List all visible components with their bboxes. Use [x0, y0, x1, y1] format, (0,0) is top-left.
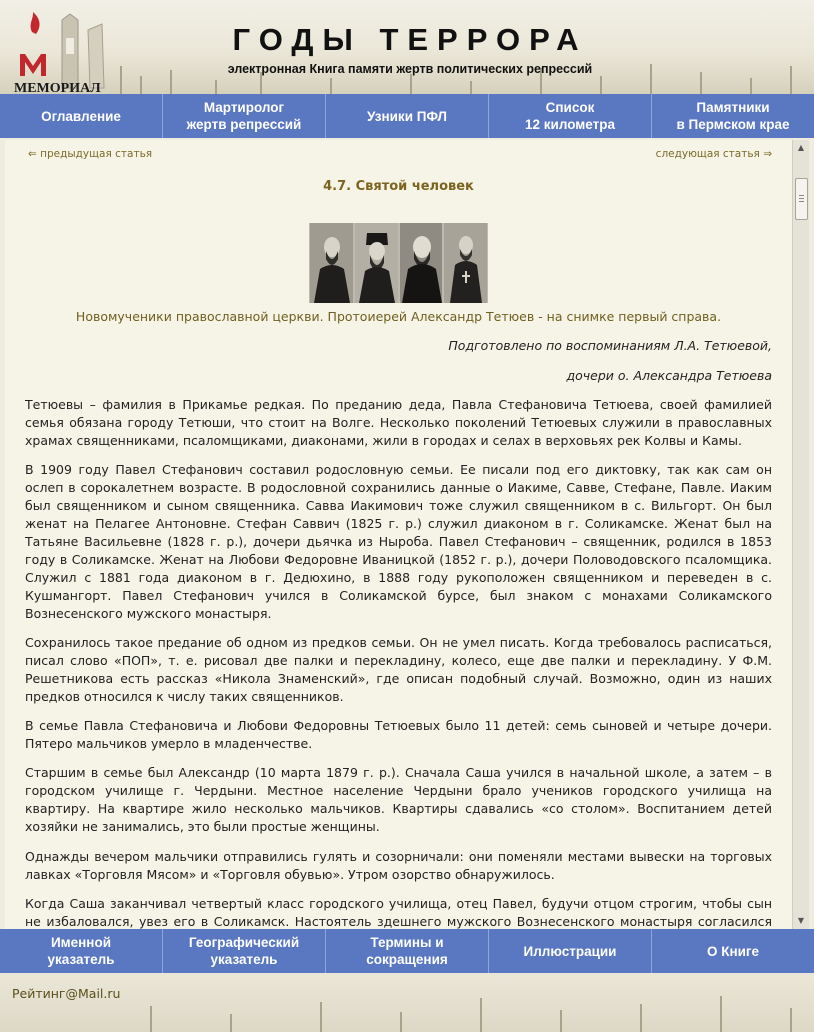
memorial-logo[interactable]: [10, 10, 110, 94]
paragraph: В 1909 году Павел Стефанович составил родословную семьи. Ее писали под его диктовку, так как сам он ослеп в сорокалетнем возрасте. В родословной сохранились данные о Иакиме, Савве, Стефане, Павле. Иаким был священником и сыном священника. Савва Иакимович тоже служил священником в с. Вильгорт. Он был женат на Пелагее Антоновне. Стефан Саввич (1825 г. р.) служил диаконом в г. Соликамске. Женат был на Татьяне Васильевне (1828 г. р.), дочери дьячка из Ныроба. Павел Стефанович – священник, родился в 1853 году в Соликамске. Женат на Любови Федоровне Иваницкой (1852 г. р.), дочери Половодовского псаломщика. Служил с 1881 года диаконом в г. Дедюхино, в 1888 году рукоположен священником и переведен в с. Кушмангорт. Павел Стефанович учился в Соликамской бурсе, был знаком с монахами Соликамского Вознесенского мужского монастыря.: [25, 462, 772, 621]
paragraph: Сохранилось такое предание об одном из предков семьи. Он не умел писать. Когда требовалось расписаться, писал слово «ПОП», т. е. рисовал две палки и перекладину, колесо, еще две палки и перекладину. У Ф.М. Решетникова есть рассказ «Никола Знаменский», где описан подобный случай. Возможно, один из наших предков относился к числу таких священников.: [25, 635, 772, 704]
nav-about-book[interactable]: О Книге: [706, 943, 760, 959]
photo-caption: Новомученики православной церкви. Протоиерей Александр Тетюев - на снимке первый справа.: [75, 309, 722, 324]
article-title: 4.7. Святой человек: [323, 179, 474, 194]
previous-article-link[interactable]: ⇐ предыдущая статья: [28, 148, 153, 160]
nav-martyrology[interactable]: Мартиролог жертв репрессий: [163, 94, 326, 138]
content-frame: [5, 140, 809, 929]
nav-monuments[interactable]: Памятники в Пермском крае: [676, 100, 790, 132]
content-scrollbar[interactable]: [792, 140, 809, 929]
paragraph: В семье Павла Стефановича и Любови Федоровны Тетюевых было 11 детей: семь сыновей и четыре дочери. Пятеро мальчиков умерло в младенчестве.: [25, 718, 772, 751]
portrait-4: [444, 223, 487, 303]
site-title: ГОДЫ ТЕРРОРА: [232, 22, 588, 57]
paragraph: Тетюевы – фамилия в Прикамье редкая. По преданию деда, Павла Стефановича Тетюева, своей фамилией семья обязана городу Тетюши, что стоит на Волге. Несколько поколений Тетюевых служили в православных храмах священниками, псаломщиками, диаконами, жили в городах и селах в верховьях рек Колвы и Камы.: [25, 397, 772, 448]
nav-pfl-prisoners[interactable]: Узники ПФЛ: [326, 94, 489, 138]
logo-text: МЕМОРИАЛ: [14, 81, 101, 94]
paragraph: Однажды вечером мальчики отправились гулять и созорничали: они поменяли местами вывески на торговых лавках «Торговля Мясом» и «Торговля обувью». Утром озорство обнаружилось.: [25, 849, 772, 882]
scroll-down-arrow-icon[interactable]: ▼: [797, 916, 805, 925]
nav-contents[interactable]: Оглавление: [0, 94, 163, 138]
top-navigation: [0, 94, 814, 138]
article-credit-line-1: Подготовлено по воспоминаниям Л.А. Тетюевой,: [448, 338, 772, 353]
portrait-3: [400, 223, 443, 303]
portrait-2: [355, 223, 398, 303]
nav-12km-list[interactable]: Список 12 километра: [489, 94, 652, 138]
paragraph: Когда Саша заканчивал четвертый класс городского училища, отец Павел, будучи отцом строгим, чтобы сын не избаловался, увез его в Соликамск. Настоятель здешнего мужского Вознесенского монастыря согласился: [25, 896, 772, 929]
nav-name-index[interactable]: Именной указатель: [0, 929, 163, 973]
site-subtitle: электронная Книга памяти жертв политических репрессий: [227, 62, 593, 76]
next-article-link[interactable]: следующая статья ⇒: [655, 148, 772, 160]
paragraph: Старшим в семье был Александр (10 марта 1879 г. р.). Сначала Саша учился в начальной школе, а затем – в городском училище г. Чердыни. Местное население Чердыни брало учеников городского училища на квартиру. На квартире жило несколько мальчиков. Квартиры сдавались «со столом». Воспитанием детей хозяйки не занимались, это были простые женщины.: [25, 765, 772, 834]
portrait-1: [310, 223, 353, 303]
nav-illustrations[interactable]: Иллюстрации: [489, 929, 652, 973]
nav-geo-index[interactable]: Географический указатель: [163, 929, 326, 973]
scroll-up-arrow-icon[interactable]: ▲: [797, 143, 805, 152]
site-header: [0, 0, 814, 94]
rating-mailru-link[interactable]: Рейтинг@Mail.ru: [12, 986, 121, 1001]
scroll-thumb[interactable]: [795, 178, 808, 220]
site-footer: [0, 973, 814, 1032]
bottom-navigation: [0, 929, 814, 973]
nav-terms[interactable]: Термины и сокращения: [326, 929, 489, 973]
article-photo: [309, 223, 488, 303]
article-credit-line-2: дочери о. Александра Тетюева: [566, 368, 772, 383]
